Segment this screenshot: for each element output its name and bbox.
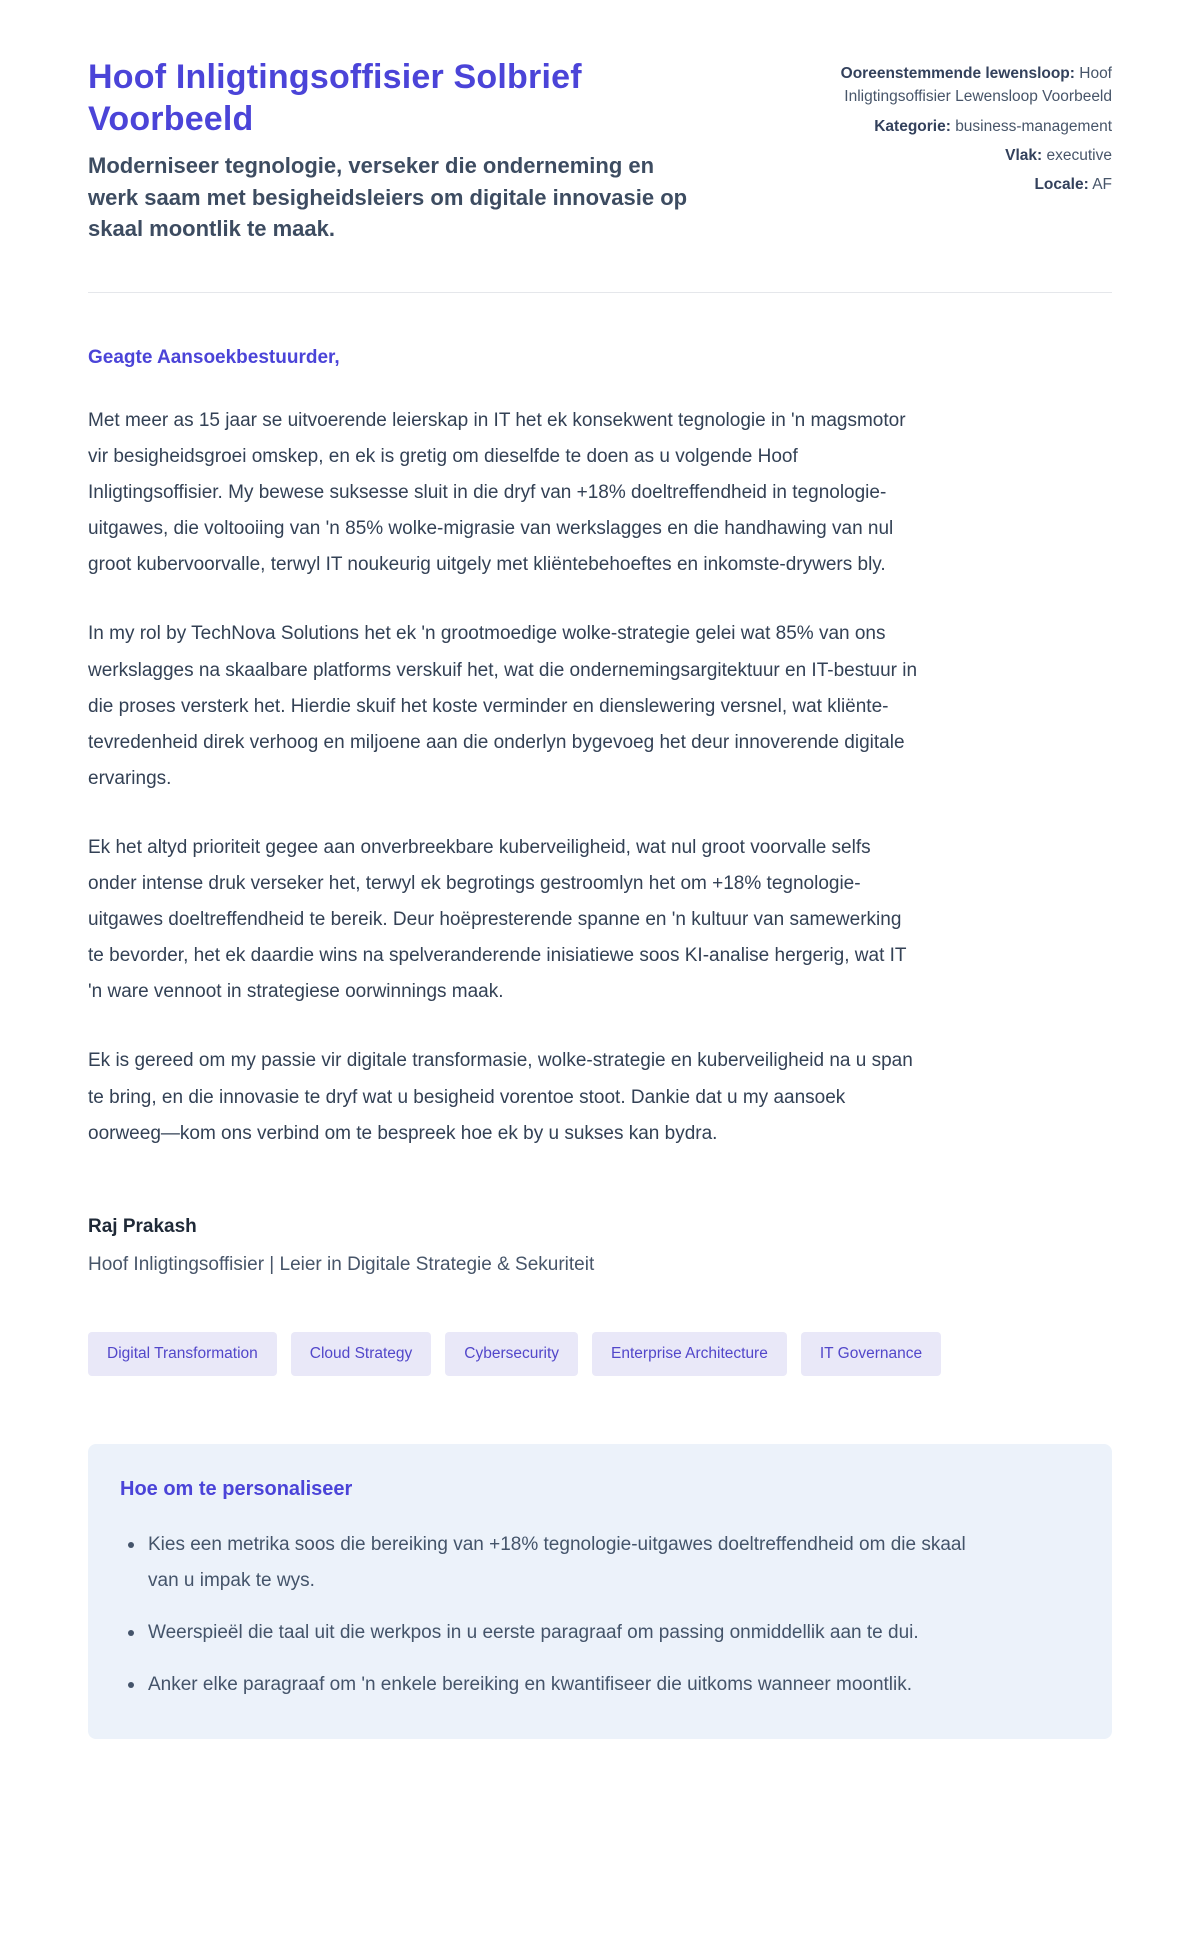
meta-value: executive	[1046, 146, 1112, 164]
meta-row	[800, 115, 1112, 138]
meta-label: Ooreenstemmende lewensloop:	[840, 65, 1075, 82]
tag-pill[interactable]: Cloud Strategy	[291, 1332, 432, 1376]
tag-pill[interactable]: IT Governance	[801, 1332, 941, 1376]
letter-paragraph: In my rol by TechNova Solutions het ek 'n grootmoedige wolke-strategie gelei wat 85% van ons werkslagges na skaalbare platforms verskuif het, wat die ondernemingsargitektuur en IT-bestuur in die proses versterk het. Hierdie skuif het koste verminder en dienslewering versnel, wat kliënte-tevredenheid direk verhoog en miljoene aan die onderlyn bygevoeg het deur innoverende digitale ervarings.	[88, 623, 918, 789]
meta-value: business-management	[955, 117, 1112, 135]
page-subtitle: Moderniseer tegnologie, verseker die onderneming en werk saam met besigheidsleiers om digitale innovasie op skaal moontlik te maak.	[88, 153, 688, 241]
letter-paragraphs	[88, 403, 1112, 1152]
personalize-bullet: Weerspieël die taal uit die werkpos in u eerste paragraaf om passing onmiddellik aan te dui.	[118, 1615, 978, 1651]
header-divider	[88, 292, 1112, 293]
meta-label: Vlak:	[1005, 146, 1043, 164]
page-title: Hoof Inligtingsoffisier Solbrief Voorbeeld	[88, 58, 582, 139]
signature-name: Raj Prakash	[88, 1215, 197, 1237]
tag-pill[interactable]: Cybersecurity	[445, 1332, 578, 1376]
meta-panel	[800, 56, 1112, 202]
personalize-list	[118, 1527, 1082, 1703]
tag-pill[interactable]: Enterprise Architecture	[592, 1332, 787, 1376]
tag-pill[interactable]: Digital Transformation	[88, 1332, 277, 1376]
meta-row	[800, 173, 1112, 196]
meta-value: AF	[1092, 176, 1112, 193]
personalize-bullet: Anker elke paragraaf om 'n enkele bereiking en kwantifiseer die uitkoms wanneer moontlik.	[118, 1667, 978, 1703]
meta-label: Locale:	[1034, 176, 1089, 193]
signature-role: Hoof Inligtingsoffisier | Leier in Digitale Strategie & Sekuriteit	[88, 1253, 595, 1275]
letter-paragraph: Ek is gereed om my passie vir digitale transformasie, wolke-strategie en kuberveiligheid na u span te bring, en die innovasie te dryf wat u besigheid vorentoe stoot. Dankie dat u my aansoek oorweeg—kom ons verbind om te bespreek hoe ek by u sukses kan bydra.	[88, 1050, 913, 1144]
letter-paragraph: Met meer as 15 jaar se uitvoerende leierskap in IT het ek konsekwent tegnologie in 'n magsmotor vir besigheidsgroei omskep, en ek is gretig om dieselfde te doen as u volgende Hoof Inligtingsoffisier. My bewese suksesse sluit in die dryf van +18% doeltreffendheid in tegnologie-uitgawes, die voltooiing van 'n 85% wolke-migrasie van werkslagges en die handhawing van nul groot kubervoorvalle, terwyl IT noukeurig uitgely met kliëntebehoeftes en inkomste-drywers bly.	[88, 410, 906, 576]
letter-greeting: Geagte Aansoekbestuurder,	[88, 347, 340, 369]
letter-body	[88, 347, 1112, 1276]
letter-paragraph: Ek het altyd prioriteit gegee aan onverbreekbare kuberveiligheid, wat nul groot voorvalle selfs onder intense druk verseker het, terwyl ek begrotings gestroomlyn het om +18% tegnologie-uitgawes doeltreffendheid te bereik. Deur hoëpresterende spanne en 'n kultuur van samewerking te bevorder, het ek daardie wins na spelveranderende inisiatiewe soos KI-analise hergerig, wat IT 'n ware vennoot in strategiese oorwinnings maak.	[88, 836, 907, 1003]
tag-list	[88, 1332, 1112, 1376]
personalize-title: Hoe om te personaliseer	[120, 1477, 353, 1500]
meta-row	[800, 144, 1112, 167]
page-header	[88, 56, 1112, 244]
meta-label: Kategorie:	[874, 117, 951, 135]
meta-row	[800, 62, 1112, 109]
meta-value: Hoof Inligtingsoffisier Lewensloop Voorbeeld	[844, 65, 1112, 106]
header-title-block	[88, 56, 688, 244]
personalize-bullet: Kies een metrika soos die bereiking van +18% tegnologie-uitgawes doeltreffendheid om die skaal van u impak te wys.	[118, 1527, 978, 1599]
personalize-callout	[88, 1444, 1112, 1739]
